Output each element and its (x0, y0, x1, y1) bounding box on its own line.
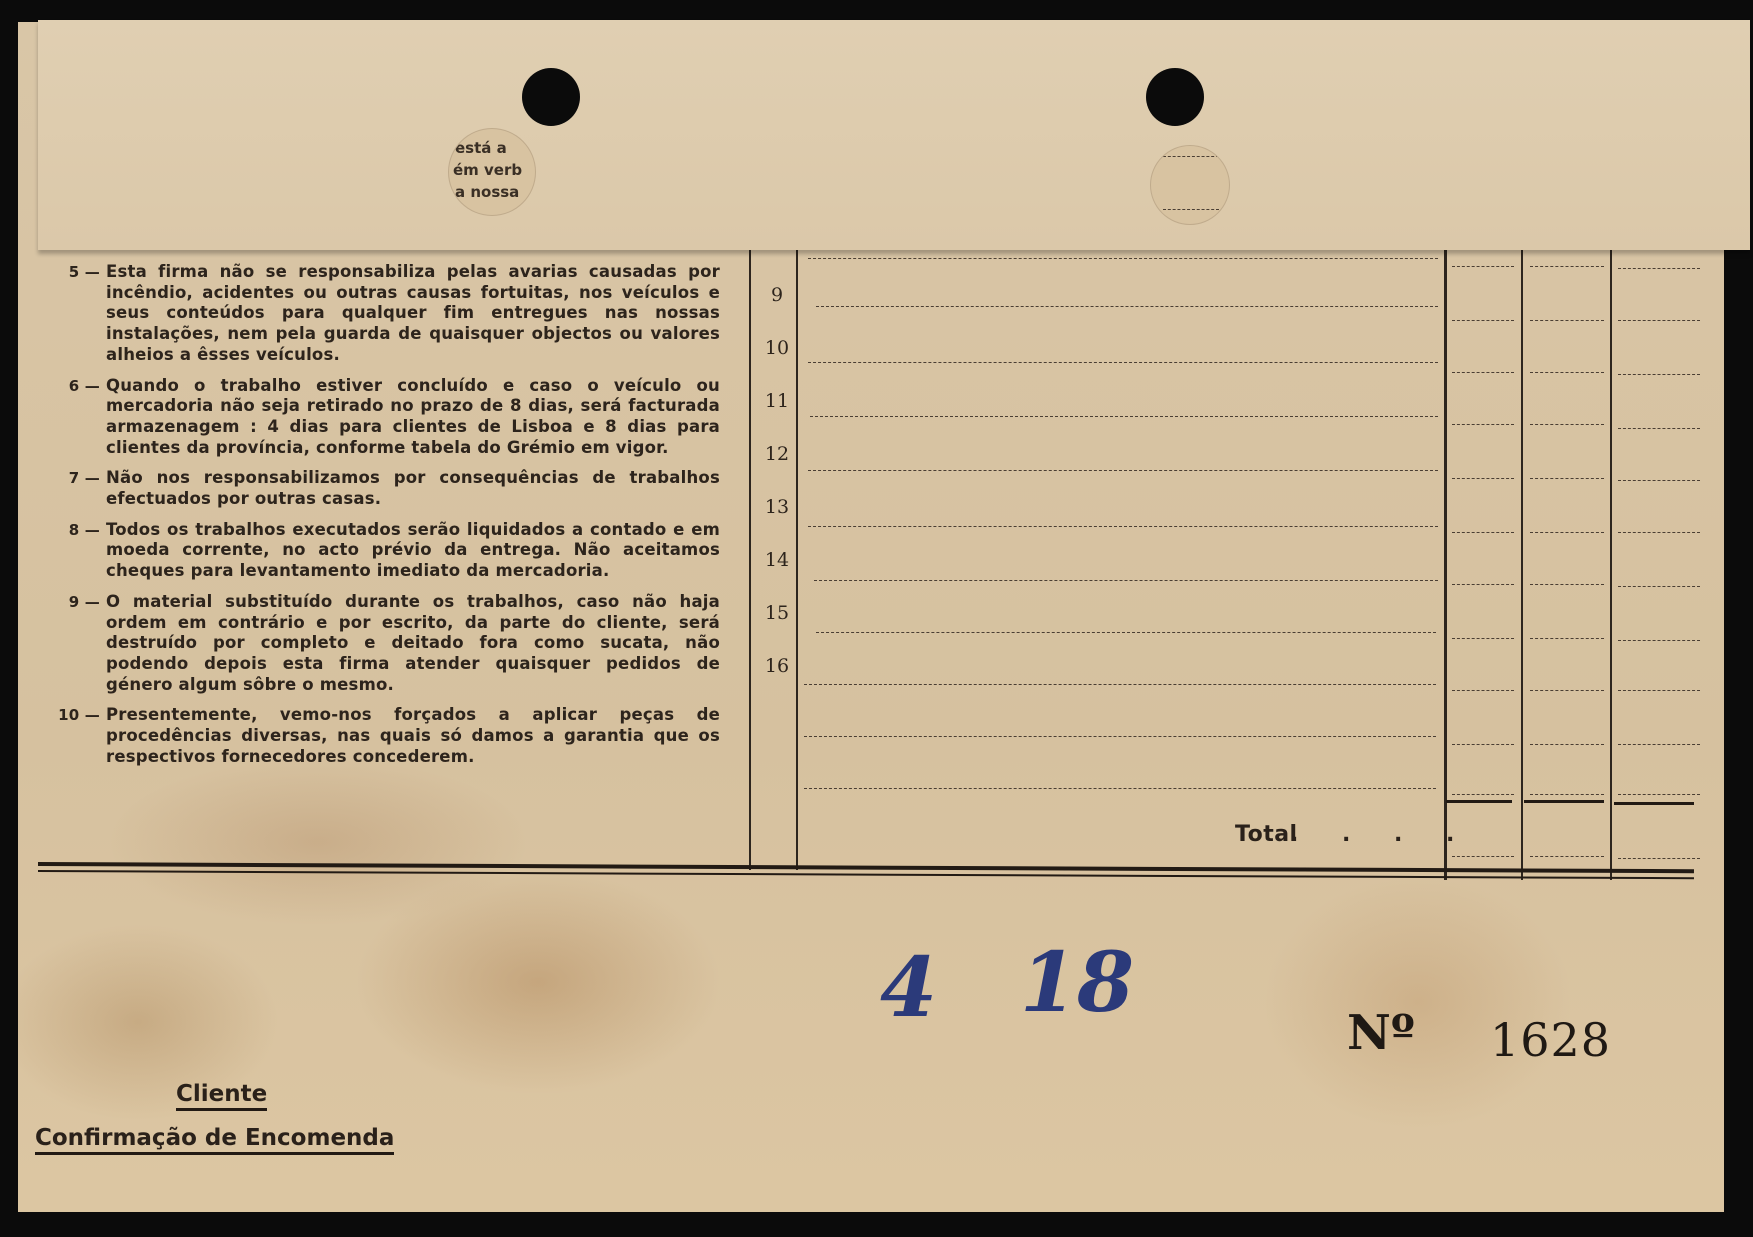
term-text: Presentemente, vemo-nos forçados a aplicar peças de procedências diversas, nas quais só damos a garantia que os respectivos fornecedores concederem. (106, 705, 720, 766)
cutout-right (1150, 145, 1230, 225)
term-text: Esta firma não se responsabiliza pelas avarias causadas por incêndio, acidentes ou outras causas fortuitas, nos veículos e seus conteúdos para qualquer fim entregues nas nossas instalações, nem pela guarda de quaisquer objectos ou valores alheios a êsses veículos. (106, 262, 720, 364)
total-leader-dots: . . . . (1290, 822, 1473, 847)
term-item (50, 520, 720, 582)
cutout-line: a nossa (455, 183, 520, 201)
total-label: Total (1235, 822, 1298, 847)
term-item (50, 705, 720, 767)
document-number: 1628 (1490, 1013, 1612, 1067)
row-number: 9 (770, 284, 784, 306)
table-border-left (749, 240, 751, 870)
term-number: 10 — (58, 706, 100, 725)
subtotal-rule (1524, 800, 1604, 803)
terms-list (50, 262, 720, 777)
row-number: 10 (764, 337, 790, 359)
bleed-through-text (98, 50, 718, 188)
term-item (50, 468, 720, 509)
term-text: Não nos responsabilizamos por consequências de trabalhos efectuados por outras casas. (106, 468, 720, 509)
column-divider (1444, 240, 1447, 880)
term-number: 7 — (68, 469, 100, 488)
column-divider (1521, 240, 1523, 880)
row-number: 11 (764, 390, 790, 412)
term-item (50, 376, 720, 459)
cutout-line: está a (455, 139, 507, 157)
row-number: 13 (764, 496, 790, 518)
row-number: 16 (764, 655, 790, 677)
handwritten-number: 18 (1020, 935, 1135, 1031)
folded-top-flap (38, 20, 1750, 250)
term-text: Quando o trabalho estiver concluído e caso o veículo ou mercadoria não seja retirado no prazo de 8 dias, será facturada armazenagem : 4 dias para clientes de Lisboa e 8 dias para clientes da província, conforme tabela do Grémio em vigor. (106, 375, 720, 457)
term-number: 9 — (68, 592, 100, 611)
row-number: 15 (764, 602, 790, 624)
subtotal-rule (1446, 800, 1512, 803)
term-text: O material substituído durante os trabalhos, caso não haja ordem em contrário e por escrito, da parte do cliente, será destruído por completo e deitado fora como sucata, não podendo depois esta firma atender quaisquer pedidos de género algum sôbre o mesmo. (106, 591, 720, 694)
row-number: 12 (764, 443, 790, 465)
cutout-left (448, 128, 536, 216)
term-item (50, 262, 720, 366)
order-confirmation-label: Confirmação de Encomenda (35, 1124, 394, 1155)
subtotal-rule (1614, 802, 1694, 805)
handwritten-number: 4 (880, 940, 938, 1036)
punch-hole-left (522, 68, 580, 126)
cutout-line: ém verb (453, 161, 523, 179)
document-number-label: Nº (1347, 1005, 1415, 1061)
term-text: Todos os trabalhos executados serão liquidados a contado e em moeda corrente, no acto prévio da entrega. Não aceitamos cheques para levantamento imediato da mercadoria. (106, 519, 720, 581)
punch-hole-right (1146, 68, 1204, 126)
client-label: Cliente (176, 1080, 267, 1111)
term-number: 5 — (68, 263, 100, 281)
term-item (50, 592, 720, 696)
row-number: 14 (764, 549, 790, 571)
term-number: 6 — (68, 376, 100, 395)
term-number: 8 — (68, 520, 100, 539)
column-divider (1610, 240, 1612, 880)
